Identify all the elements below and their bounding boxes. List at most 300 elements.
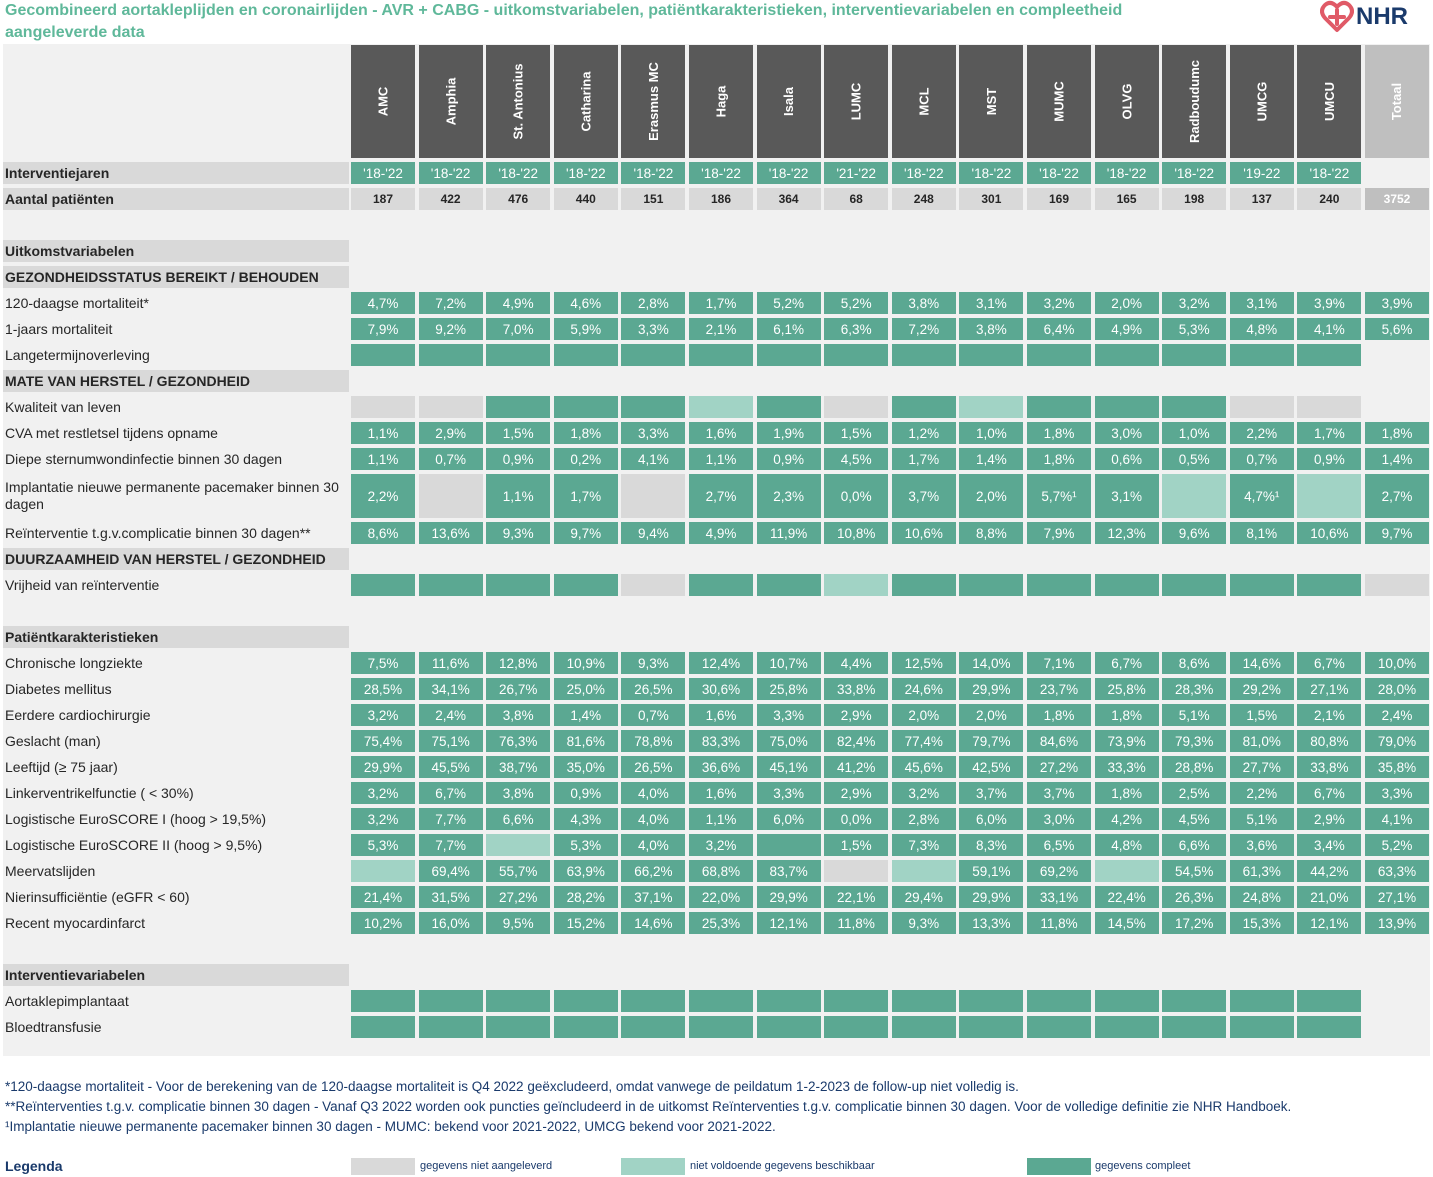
table-cell xyxy=(1365,574,1429,596)
table-cell: 42,5% xyxy=(959,756,1023,778)
table-cell: 10,6% xyxy=(1297,522,1361,544)
row-label: 1-jaars mortaliteit xyxy=(3,318,349,340)
table-cell xyxy=(1162,574,1226,596)
table-cell: '18-'22 xyxy=(621,162,685,184)
table-cell: 36,6% xyxy=(689,756,753,778)
row-label: Logistische EuroSCORE I (hoog > 19,5%) xyxy=(3,808,349,830)
table-cell: 8,6% xyxy=(1162,652,1226,674)
table-cell: 26,3% xyxy=(1162,886,1226,908)
column-header-umcu: UMCU xyxy=(1297,45,1361,158)
table-cell: 22,1% xyxy=(824,886,888,908)
table-cell: 3,3% xyxy=(757,782,821,804)
table-cell: 10,8% xyxy=(824,522,888,544)
table-cell: 8,6% xyxy=(351,522,415,544)
table-cell: 0,7% xyxy=(621,704,685,726)
table-cell: 79,0% xyxy=(1365,730,1429,752)
table-cell xyxy=(1297,474,1361,518)
table-cell: 29,2% xyxy=(1230,678,1294,700)
table-cell xyxy=(689,344,753,366)
table-cell: 5,7%¹ xyxy=(1027,474,1091,518)
table-cell xyxy=(419,1016,483,1038)
table-cell: 6,7% xyxy=(419,782,483,804)
table-cell: 0,7% xyxy=(1230,448,1294,470)
table-cell: 82,4% xyxy=(824,730,888,752)
table-cell xyxy=(892,1016,956,1038)
table-cell: 1,7% xyxy=(892,448,956,470)
table-cell: 28,5% xyxy=(351,678,415,700)
table-cell: 3,3% xyxy=(621,422,685,444)
table-cell: 13,3% xyxy=(959,912,1023,934)
table-cell: 4,8% xyxy=(1230,318,1294,340)
table-cell: 4,9% xyxy=(1095,318,1159,340)
table-cell: 3,2% xyxy=(1027,292,1091,314)
table-cell: 33,1% xyxy=(1027,886,1091,908)
table-cell: 1,1% xyxy=(351,448,415,470)
table-cell xyxy=(419,990,483,1012)
table-cell: 81,0% xyxy=(1230,730,1294,752)
table-cell: 6,5% xyxy=(1027,834,1091,856)
table-cell xyxy=(419,396,483,418)
table-cell xyxy=(621,574,685,596)
table-cell: 21,0% xyxy=(1297,886,1361,908)
nhr-heart-icon xyxy=(1320,0,1354,34)
table-cell: 26,7% xyxy=(486,678,550,700)
table-cell: 11,6% xyxy=(419,652,483,674)
table-cell: 27,1% xyxy=(1365,886,1429,908)
table-cell: 3,1% xyxy=(959,292,1023,314)
table-cell: 187 xyxy=(351,188,415,210)
table-cell: 4,2% xyxy=(1095,808,1159,830)
table-cell xyxy=(892,396,956,418)
table-cell: 2,1% xyxy=(1297,704,1361,726)
legend-label-insufficient: niet voldoende gegevens beschikbaar xyxy=(690,1160,875,1172)
table-cell: 0,9% xyxy=(554,782,618,804)
table-cell: 248 xyxy=(892,188,956,210)
table-cell: 7,2% xyxy=(419,292,483,314)
table-cell: 3,0% xyxy=(1095,422,1159,444)
table-cell xyxy=(689,990,753,1012)
table-cell: 1,7% xyxy=(554,474,618,518)
table-cell: 2,9% xyxy=(824,782,888,804)
table-cell: 9,3% xyxy=(892,912,956,934)
table-cell: 240 xyxy=(1297,188,1361,210)
table-cell: 29,9% xyxy=(959,886,1023,908)
table-cell: 3,2% xyxy=(351,808,415,830)
table-cell: 11,8% xyxy=(824,912,888,934)
table-cell xyxy=(554,574,618,596)
table-cell xyxy=(621,474,685,518)
table-cell: 2,7% xyxy=(1365,474,1429,518)
table-cell: 1,1% xyxy=(689,808,753,830)
table-cell xyxy=(1230,574,1294,596)
table-cell xyxy=(351,860,415,882)
table-cell: 44,2% xyxy=(1297,860,1361,882)
table-cell: 1,8% xyxy=(1027,448,1091,470)
table-cell: 3,2% xyxy=(351,704,415,726)
table-cell: 1,7% xyxy=(1297,422,1361,444)
table-cell xyxy=(486,1016,550,1038)
table-cell: 1,8% xyxy=(1027,704,1091,726)
table-cell: 440 xyxy=(554,188,618,210)
table-cell xyxy=(959,990,1023,1012)
table-cell: 12,3% xyxy=(1095,522,1159,544)
table-cell: 3,9% xyxy=(1297,292,1361,314)
table-cell: 13,9% xyxy=(1365,912,1429,934)
table-cell: 5,2% xyxy=(1365,834,1429,856)
column-header-totaal: Totaal xyxy=(1365,45,1429,158)
row-label: GEZONDHEIDSSTATUS BEREIKT / BEHOUDEN xyxy=(3,266,349,288)
table-cell: 137 xyxy=(1230,188,1294,210)
table-cell: 21,4% xyxy=(351,886,415,908)
table-cell: 28,0% xyxy=(1365,678,1429,700)
table-cell: 11,8% xyxy=(1027,912,1091,934)
row-label: Linkerventrikelfunctie ( < 30%) xyxy=(3,782,349,804)
table-cell xyxy=(1095,990,1159,1012)
table-cell xyxy=(892,860,956,882)
table-cell: 1,5% xyxy=(824,422,888,444)
table-cell: 30,6% xyxy=(689,678,753,700)
table-cell: 198 xyxy=(1162,188,1226,210)
table-cell xyxy=(554,344,618,366)
table-cell: 1,4% xyxy=(959,448,1023,470)
table-cell: 12,8% xyxy=(486,652,550,674)
table-cell: 7,2% xyxy=(892,318,956,340)
table-cell: 3,3% xyxy=(1365,782,1429,804)
table-cell: 73,9% xyxy=(1095,730,1159,752)
table-cell: 4,7%¹ xyxy=(1230,474,1294,518)
table-cell: 1,6% xyxy=(689,422,753,444)
table-cell: 6,4% xyxy=(1027,318,1091,340)
table-cell: 7,3% xyxy=(892,834,956,856)
table-cell: 2,8% xyxy=(892,808,956,830)
table-cell: 4,1% xyxy=(1365,808,1429,830)
table-cell: 76,3% xyxy=(486,730,550,752)
table-cell xyxy=(1297,990,1361,1012)
table-cell xyxy=(621,396,685,418)
legend-label-not-delivered: gegevens niet aangeleverd xyxy=(420,1160,553,1172)
table-cell: 1,8% xyxy=(1095,782,1159,804)
table-cell: 77,4% xyxy=(892,730,956,752)
table-cell xyxy=(892,574,956,596)
table-cell: 7,1% xyxy=(1027,652,1091,674)
table-cell xyxy=(1095,344,1159,366)
table-cell: 6,0% xyxy=(959,808,1023,830)
table-cell: 14,6% xyxy=(621,912,685,934)
row-label: Aortaklepimplantaat xyxy=(3,990,349,1012)
table-cell xyxy=(554,1016,618,1038)
table-cell: 63,3% xyxy=(1365,860,1429,882)
row-label: Interventiejaren xyxy=(3,162,349,184)
table-cell: 27,7% xyxy=(1230,756,1294,778)
table-cell: 3,3% xyxy=(621,318,685,340)
column-header-st-antonius: St. Antonius xyxy=(486,45,550,158)
table-cell: 63,9% xyxy=(554,860,618,882)
table-cell: 1,8% xyxy=(554,422,618,444)
table-cell: 4,1% xyxy=(1297,318,1361,340)
table-cell: 12,1% xyxy=(757,912,821,934)
table-cell: 10,7% xyxy=(757,652,821,674)
table-cell: '18-'22 xyxy=(1027,162,1091,184)
table-cell: 7,7% xyxy=(419,834,483,856)
table-cell: 29,9% xyxy=(959,678,1023,700)
table-cell: 1,0% xyxy=(959,422,1023,444)
table-cell: 17,2% xyxy=(1162,912,1226,934)
table-cell xyxy=(554,396,618,418)
table-cell xyxy=(554,990,618,1012)
table-cell xyxy=(1162,396,1226,418)
table-cell: 68,8% xyxy=(689,860,753,882)
table-cell xyxy=(689,574,753,596)
table-cell xyxy=(1027,1016,1091,1038)
column-header-umcg: UMCG xyxy=(1230,45,1294,158)
table-cell: 13,6% xyxy=(419,522,483,544)
legend-swatch-insufficient xyxy=(621,1158,685,1175)
table-cell xyxy=(757,574,821,596)
table-cell: 23,7% xyxy=(1027,678,1091,700)
table-cell: 3,6% xyxy=(1230,834,1294,856)
table-cell xyxy=(824,990,888,1012)
table-cell: '18-'22 xyxy=(1162,162,1226,184)
row-label: Meervatslijden xyxy=(3,860,349,882)
row-label: Diabetes mellitus xyxy=(3,678,349,700)
table-cell: 169 xyxy=(1027,188,1091,210)
table-cell: 5,2% xyxy=(824,292,888,314)
table-cell: 10,2% xyxy=(351,912,415,934)
table-cell: 364 xyxy=(757,188,821,210)
table-cell: 6,3% xyxy=(824,318,888,340)
table-cell: 29,9% xyxy=(757,886,821,908)
table-cell: 1,4% xyxy=(1365,448,1429,470)
nhr-logo xyxy=(1320,0,1408,34)
table-cell xyxy=(757,344,821,366)
table-cell: 476 xyxy=(486,188,550,210)
column-header-isala: Isala xyxy=(757,45,821,158)
table-cell: 27,1% xyxy=(1297,678,1361,700)
table-cell: 24,8% xyxy=(1230,886,1294,908)
table-cell: 4,7% xyxy=(351,292,415,314)
table-cell: '18-'22 xyxy=(351,162,415,184)
table-cell: 3,7% xyxy=(959,782,1023,804)
table-cell: 9,7% xyxy=(1365,522,1429,544)
table-cell: 35,0% xyxy=(554,756,618,778)
table-cell: 1,6% xyxy=(689,782,753,804)
column-header-haga: Haga xyxy=(689,45,753,158)
table-cell xyxy=(1230,344,1294,366)
table-cell: 84,6% xyxy=(1027,730,1091,752)
table-cell xyxy=(1095,574,1159,596)
table-cell: 8,8% xyxy=(959,522,1023,544)
table-cell: 2,2% xyxy=(1230,422,1294,444)
footnote-reintervention: **Reïnterventies t.g.v. complicatie binnen 30 dagen - Vanaf Q3 2022 worden ook puncties geïncludeerd in de uitkomst Reïnterventies t.g.v. complicatie binnen 30 dagen. Voor de volledige definitie zie NHR Handboek. xyxy=(5,1099,1292,1114)
table-cell: 7,0% xyxy=(486,318,550,340)
table-cell: 3,9% xyxy=(1365,292,1429,314)
row-label: Kwaliteit van leven xyxy=(3,396,349,418)
row-label: Chronische longziekte xyxy=(3,652,349,674)
row-label: Bloedtransfusie xyxy=(3,1016,349,1038)
table-cell xyxy=(892,344,956,366)
table-cell: 2,1% xyxy=(689,318,753,340)
table-cell xyxy=(486,396,550,418)
table-cell: 75,4% xyxy=(351,730,415,752)
table-cell xyxy=(1027,990,1091,1012)
table-cell: 45,5% xyxy=(419,756,483,778)
table-cell: 9,7% xyxy=(554,522,618,544)
table-cell xyxy=(621,1016,685,1038)
table-cell: 2,8% xyxy=(621,292,685,314)
table-cell: 1,1% xyxy=(351,422,415,444)
table-cell: 79,7% xyxy=(959,730,1023,752)
table-cell xyxy=(824,574,888,596)
row-label: Interventievariabelen xyxy=(3,964,349,986)
table-cell: 69,4% xyxy=(419,860,483,882)
table-cell: 9,5% xyxy=(486,912,550,934)
table-cell: 3,8% xyxy=(959,318,1023,340)
table-cell xyxy=(1027,396,1091,418)
table-cell xyxy=(1297,1016,1361,1038)
row-label: Patiëntkarakteristieken xyxy=(3,626,349,648)
table-cell: 25,3% xyxy=(689,912,753,934)
table-cell: 15,2% xyxy=(554,912,618,934)
legend-swatch-complete xyxy=(1027,1158,1091,1175)
table-cell: 0,9% xyxy=(1297,448,1361,470)
table-cell xyxy=(1095,396,1159,418)
table-cell xyxy=(351,574,415,596)
row-label: MATE VAN HERSTEL / GEZONDHEID xyxy=(3,370,349,392)
table-cell xyxy=(959,574,1023,596)
table-cell: 1,8% xyxy=(1095,704,1159,726)
table-cell: 3,4% xyxy=(1297,834,1361,856)
table-cell: 3,1% xyxy=(1230,292,1294,314)
table-cell: 2,0% xyxy=(1095,292,1159,314)
table-cell: 4,5% xyxy=(1162,808,1226,830)
table-cell: 1,1% xyxy=(689,448,753,470)
row-label: Recent myocardinfarct xyxy=(3,912,349,934)
table-cell: 7,5% xyxy=(351,652,415,674)
table-cell: 1,8% xyxy=(1365,422,1429,444)
table-cell: 79,3% xyxy=(1162,730,1226,752)
table-cell: 4,6% xyxy=(554,292,618,314)
table-cell: 15,3% xyxy=(1230,912,1294,934)
table-cell: 5,2% xyxy=(757,292,821,314)
table-cell: 4,0% xyxy=(621,808,685,830)
table-cell: 9,4% xyxy=(621,522,685,544)
legend-label-complete: gegevens compleet xyxy=(1095,1160,1191,1172)
table-cell xyxy=(1297,396,1361,418)
table-cell: 1,4% xyxy=(554,704,618,726)
table-cell: 1,1% xyxy=(486,474,550,518)
table-cell xyxy=(351,990,415,1012)
table-cell: 7,9% xyxy=(1027,522,1091,544)
table-cell xyxy=(959,396,1023,418)
table-cell: '18-'22 xyxy=(959,162,1023,184)
table-cell: 6,7% xyxy=(1095,652,1159,674)
table-cell: 2,4% xyxy=(419,704,483,726)
table-cell xyxy=(1230,396,1294,418)
table-cell: 83,3% xyxy=(689,730,753,752)
table-cell xyxy=(621,990,685,1012)
table-cell: 5,6% xyxy=(1365,318,1429,340)
table-cell: 55,7% xyxy=(486,860,550,882)
column-header-erasmus-mc: Erasmus MC xyxy=(621,45,685,158)
table-cell: '19-22 xyxy=(1230,162,1294,184)
table-cell: 22,0% xyxy=(689,886,753,908)
table-cell: 1,8% xyxy=(1027,422,1091,444)
table-cell: 8,3% xyxy=(959,834,1023,856)
table-cell: 29,9% xyxy=(351,756,415,778)
page-title: Gecombineerd aortakleplijden en coronairlijden - AVR + CABG - uitkomstvariabelen, patiëntkarakteristieken, interventievariabelen en compleetheid aangeleverde data xyxy=(5,2,1123,41)
table-cell: '18-'22 xyxy=(419,162,483,184)
table-cell: 1,0% xyxy=(1162,422,1226,444)
table-cell: 4,9% xyxy=(689,522,753,544)
logo-text: NHR xyxy=(1356,3,1408,30)
table-cell: 24,6% xyxy=(892,678,956,700)
table-cell: 78,8% xyxy=(621,730,685,752)
table-cell: 1,6% xyxy=(689,704,753,726)
table-cell: 0,5% xyxy=(1162,448,1226,470)
table-cell: 3,8% xyxy=(486,782,550,804)
table-cell: 28,8% xyxy=(1162,756,1226,778)
table-cell: 28,2% xyxy=(554,886,618,908)
row-label: Geslacht (man) xyxy=(3,730,349,752)
table-cell: 27,2% xyxy=(486,886,550,908)
table-cell xyxy=(351,1016,415,1038)
legend-swatch-not-delivered xyxy=(351,1158,415,1175)
table-cell xyxy=(486,344,550,366)
table-cell: '18-'22 xyxy=(1297,162,1361,184)
table-cell xyxy=(757,1016,821,1038)
table-cell: 54,5% xyxy=(1162,860,1226,882)
table-cell xyxy=(1027,344,1091,366)
column-header-amc: AMC xyxy=(351,45,415,158)
table-cell xyxy=(689,396,753,418)
table-cell: 75,1% xyxy=(419,730,483,752)
table-cell: 1,5% xyxy=(824,834,888,856)
table-cell: 33,3% xyxy=(1095,756,1159,778)
row-label: Implantatie nieuwe permanente pacemaker binnen 30 dagen xyxy=(3,474,349,518)
table-cell: 186 xyxy=(689,188,753,210)
table-cell: 3,2% xyxy=(892,782,956,804)
table-cell: 37,1% xyxy=(621,886,685,908)
table-cell: 5,1% xyxy=(1230,808,1294,830)
table-cell: 2,2% xyxy=(1230,782,1294,804)
row-label: Reïnterventie t.g.v.complicatie binnen 30 dagen** xyxy=(3,522,349,544)
table-cell: 1,2% xyxy=(892,422,956,444)
table-cell: 6,6% xyxy=(486,808,550,830)
table-cell xyxy=(1027,574,1091,596)
table-cell xyxy=(1162,474,1226,518)
footnotes xyxy=(5,1077,1291,1137)
table-cell: 35,8% xyxy=(1365,756,1429,778)
table-cell: 2,9% xyxy=(419,422,483,444)
table-cell: 14,0% xyxy=(959,652,1023,674)
table-cell: 6,6% xyxy=(1162,834,1226,856)
table-cell xyxy=(419,574,483,596)
table-cell: 45,6% xyxy=(892,756,956,778)
table-cell: 69,2% xyxy=(1027,860,1091,882)
table-cell: 81,6% xyxy=(554,730,618,752)
table-cell: 12,5% xyxy=(892,652,956,674)
table-cell xyxy=(689,1016,753,1038)
column-header-lumc: LUMC xyxy=(824,45,888,158)
row-label: Uitkomstvariabelen xyxy=(3,240,349,262)
row-label: Logistische EuroSCORE II (hoog > 9,5%) xyxy=(3,834,349,856)
table-cell xyxy=(1297,574,1361,596)
table-cell: 3,0% xyxy=(1027,808,1091,830)
table-cell: 8,1% xyxy=(1230,522,1294,544)
table-cell: 10,9% xyxy=(554,652,618,674)
table-cell: 33,8% xyxy=(1297,756,1361,778)
table-cell: 25,8% xyxy=(1095,678,1159,700)
